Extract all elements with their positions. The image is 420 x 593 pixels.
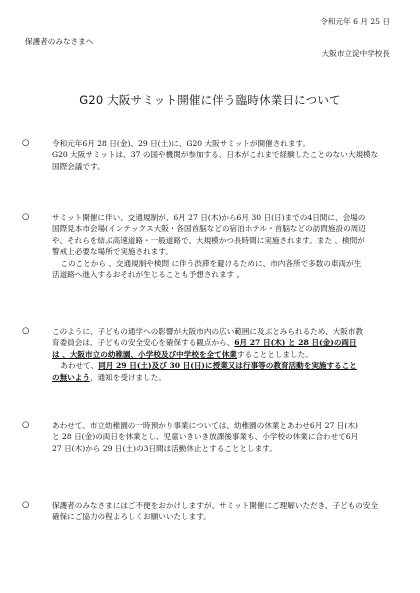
closure-scope-emphasis: は 、大阪市立の幼稚園、小学校及び中学校を全て休業 xyxy=(52,349,237,359)
section-closing-request xyxy=(22,500,396,523)
paragraph-line xyxy=(52,372,396,383)
paragraph-line: 確保にご協力の程よろしくお願いいたします。 xyxy=(52,512,211,522)
weekend-activity-emphasis-end: の無いよう xyxy=(52,372,90,382)
section-summit-overview xyxy=(22,138,396,172)
closure-dates-emphasis: 6月 27 日(木) と 28 日(金)の両日 xyxy=(234,338,357,348)
bullet-icon: ○ xyxy=(22,500,30,510)
bullet-icon: ○ xyxy=(22,212,30,222)
paragraph-line: サミット開催に伴い、交通規制が、6月 27 日(木)から6月 30 日(日)までの4日間に、会場の xyxy=(52,213,366,222)
paragraph-line xyxy=(52,349,396,360)
paragraph-line: あわせて、市立幼稚園の一時預かり事業については、幼稚園の休業とあわせ6月 27 日(木) xyxy=(52,421,358,430)
section-school-closure xyxy=(22,326,396,383)
paragraph-line: や、それらを結ぶ高速道路・一般道路で、大規模かつ長時間に実施されます。また 、検問が xyxy=(52,235,365,245)
document-date: 令和元年 6 月 25 日 xyxy=(320,17,390,26)
paragraph-line: 27 日(木)から 29 日(土)の3日間は活動休止とすることとします。 xyxy=(52,443,277,453)
paragraph-line xyxy=(52,360,396,371)
section-kindergarten-services xyxy=(22,420,396,454)
paragraph-line: このように、子どもの通学への影響が大阪市内の広い範囲に及ぶとみられるため、大阪市教 xyxy=(52,327,364,336)
paragraph-line: このことから 、交通規制や検問 に伴う渋滞を避けるために、市内各所で多数の車両が生 xyxy=(60,258,362,268)
weekend-activity-emphasis: 同月 29 日(土)及び 30 日(日)に授業又は行事等の教育活動を実施すること xyxy=(98,361,357,371)
bullet-icon: ○ xyxy=(22,138,30,148)
bullet-icon: ○ xyxy=(22,420,30,430)
text-run: 、通知を受けました。 xyxy=(89,372,166,382)
paragraph-line: 令和元年6月 28 日(金)、29 日(土)に、G20 大阪サミットが開催されます。 xyxy=(52,139,311,148)
section-traffic-control xyxy=(22,212,396,280)
paragraph-line: 保護者のみなさまにはご不便をおかけしますが、サミット開催にご理解いただき、子どもの安全 xyxy=(52,501,379,510)
recipient-line: 保護者のみなさまへ xyxy=(25,37,94,46)
paragraph-line: と 28 日(金)の両日を休業とし、児童いきいき放課後事業も、小学校の休業に合わせて6月 xyxy=(52,432,359,442)
document-title: G20 大阪サミット開催に伴う臨時休業日について xyxy=(79,93,341,107)
text-run: 育委員会は、子どもの安全安心を確保する観点から、 xyxy=(52,338,235,348)
paragraph-line xyxy=(52,337,396,348)
paragraph-line: 警戒上必要な場所で実施されます。 xyxy=(52,247,173,257)
paragraph-line: G20 大阪サミットは、37 の国や機関が参加する、日本がこれまで経験したことのない大規模な xyxy=(52,150,379,160)
paragraph-line: 活道路へ進入するおそれが生じることも予想されます 。 xyxy=(52,269,245,279)
bullet-icon: ○ xyxy=(22,326,30,336)
paragraph-line: 国際見本市会場(インテックス大阪・各国首脳などの宿泊ホテル・首脳などの訪問施設の周辺 xyxy=(52,224,366,234)
text-run: あわせて、 xyxy=(60,361,99,371)
sender-line: 大阪市立淀中学校長 xyxy=(321,49,390,58)
text-run: することとしました。 xyxy=(236,349,313,359)
paragraph-line: 国際会議です。 xyxy=(52,161,105,171)
